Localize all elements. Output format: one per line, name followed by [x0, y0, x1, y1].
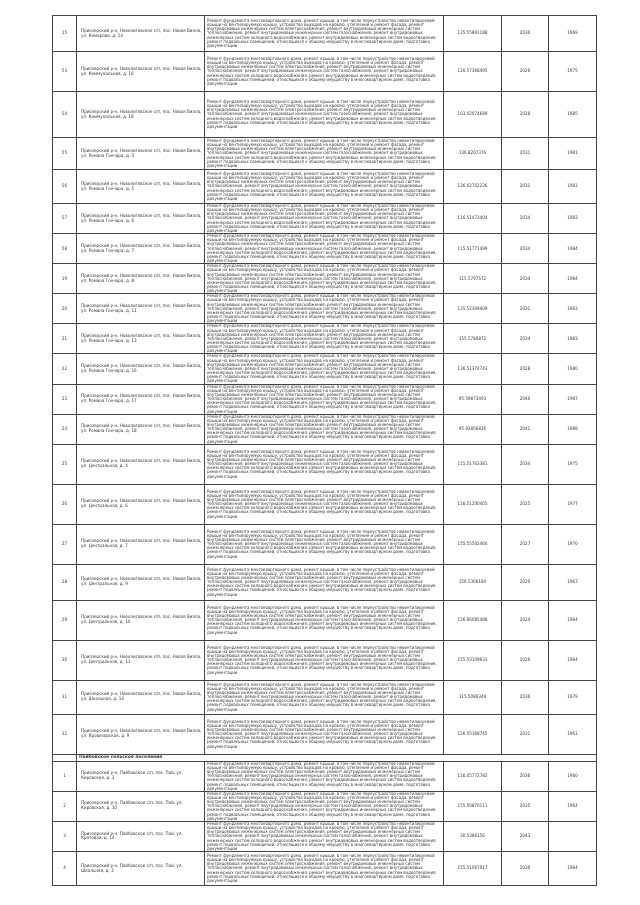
work-description-cell: Ремонт фундамента многоквартирного дома, ремонт крыши, в том числе переустройство невентилируемой крыши на вентилируемую крышу, устройство выходов на кровлю, утепление и ремонт фасада, ремонт внутридомовых инженерных систем электроснабжения, ремонт внутридомовых инженерных систем теплоснабжения, ремонт внутридомовых инженерных систем газоснабжения, ремонт внутридомовых инженерных систем холодного водоснабжения, ремонт внутридомовых инженерных систем водоотведения, ремонт подвальных помещений, относящихся к общему имуществу в многоквартирном доме, подготовка документации [205, 484, 444, 524]
work-description-cell: Ремонт фундамента многоквартирного дома, ремонт крыши, в том числе переустройство невентилируемой крыши на вентилируемую крышу, устройство выходов на кровлю, утепление и ремонт фасада, ремонт внутридомовых инженерных систем электроснабжения, ремонт внутридомовых инженерных систем теплоснабжения, ремонт внутридомовых инженерных систем газоснабжения, ремонт внутридомовых инженерных систем холодного водоснабжения, ремонт внутридомовых инженерных систем водоотведения, ремонт подвальных помещений, относящихся к общему имуществу в многоквартирном доме, подготовка документации [205, 414, 444, 444]
address-cell: Приозерский р-н, Новолиговское с/п, пос. Новая Вилла, ул. Центральная, д. 6 [77, 484, 205, 524]
work-description-cell: Ремонт фундамента многоквартирного дома, ремонт крыши, в том числе переустройство невентилируемой крыши на вентилируемую крышу, устройство выходов на кровлю, утепление и ремонт фасада, ремонт внутридомовых инженерных систем электроснабжения, ремонт внутридомовых инженерных систем теплоснабжения, ремонт внутридомовых инженерных систем газоснабжения, ремонт внутридомовых инженерных систем холодного водоснабжения, ремонт внутридомовых инженерных систем водоотведения, ремонт подвальных помещений, относящихся к общему имуществу в многоквартирном доме, подготовка документации [205, 761, 444, 791]
plan-year-cell: 2026 [502, 52, 549, 92]
row-number: 30 [53, 640, 77, 680]
area-cell: 95.92856826 [444, 414, 502, 444]
row-number: 55 [53, 138, 77, 170]
table-row [53, 600, 597, 640]
build-year-cell: 1983 [549, 204, 597, 234]
section-header [53, 754, 597, 761]
row-number: 4 [53, 852, 77, 886]
area-cell: 136.8207376 [444, 138, 502, 170]
area-cell: 155.55502466 [444, 524, 502, 564]
table-row [53, 384, 597, 414]
table-row [53, 564, 597, 600]
work-description-cell: Ремонт фундамента многоквартирного дома, ремонт крыши, в том числе переустройство невентилируемой крыши на вентилируемую крышу, устройство выходов на кровлю, утепление и ремонт фасада, ремонт внутридомовых инженерных систем электроснабжения, ремонт внутридомовых инженерных систем теплоснабжения, ремонт внутридомовых инженерных систем газоснабжения, ремонт внутридомовых инженерных систем холодного водоснабжения, ремонт внутридомовых инженерных систем водоотведения, ремонт подвальных помещений, относящихся к общему имуществу в многоквартирном доме, подготовка документации [205, 294, 444, 324]
work-description-cell: Ремонт фундамента многоквартирного дома, ремонт крыши, в том числе переустройство невентилируемой крыши на вентилируемую крышу, устройство выходов на кровлю, утепление и ремонт фасада, ремонт внутридомовых инженерных систем электроснабжения, ремонт внутридомовых инженерных систем теплоснабжения, ремонт внутридомовых инженерных систем газоснабжения, ремонт внутридомовых инженерных систем холодного водоснабжения, ремонт внутридомовых инженерных систем водоотведения, ремонт подвальных помещений, относящихся к общему имуществу в многоквартирном доме, подготовка документации [205, 138, 444, 170]
work-description-cell: Ремонт фундамента многоквартирного дома, ремонт крыши, в том числе переустройство невентилируемой крыши на вентилируемую крышу, устройство выходов на кровлю, утепление и ремонт фасада, ремонт внутридомовых инженерных систем электроснабжения, ремонт внутридомовых инженерных систем теплоснабжения, ремонт внутридомовых инженерных систем газоснабжения, ремонт внутридомовых инженерных систем холодного водоснабжения, ремонт внутридомовых инженерных систем водоотведения, ремонт подвальных помещений, относящихся к общему имуществу в многоквартирном доме, подготовка документации [205, 264, 444, 294]
address-cell: Приозерский р-н, Новолиговское с/п, пос. Новая Вилла, ул. Центральная, д. 11 [77, 640, 205, 680]
address-cell: Приозерский р-н, Новолиговское с/п, пос. Новая Вилла, ул. Центральная, д. 10 [77, 600, 205, 640]
plan-year-cell: 2043 [502, 821, 549, 851]
address-cell: Приозерский р-н, Новолиговское с/п, пос. Новая Вилла, ул. Центральная, д. 4 [77, 444, 205, 484]
build-year-cell: 1985 [549, 92, 597, 138]
area-cell: 156.5366184 [444, 564, 502, 600]
table-row [53, 791, 597, 821]
row-number: 28 [53, 564, 77, 600]
address-cell: Приозерский р-н, Новолиговское с/п, пос. Новая Вилла, ул. Коммунальная, д. 16 [77, 52, 205, 92]
address-cell: Приозерский р-н, Новолиговское с/п, пос. Новая Вилла, ул. Школьная, д. 14 [77, 680, 205, 714]
table-row [53, 52, 597, 92]
row-number: 25 [53, 444, 77, 484]
row-number: 29 [53, 600, 77, 640]
row-number: 22 [53, 354, 77, 384]
table-body-novaya-villa [53, 16, 597, 755]
row-number: 31 [53, 680, 77, 714]
row-number: 58 [53, 234, 77, 264]
plan-year-cell: 2031 [502, 294, 549, 324]
table-row [53, 170, 597, 204]
table-row [53, 264, 597, 294]
row-number: 15 [53, 16, 77, 52]
row-number: 54 [53, 92, 77, 138]
work-description-cell: Ремонт фундамента многоквартирного дома, ремонт крыши, в том числе переустройство невентилируемой крыши на вентилируемую крышу, устройство выходов на кровлю, утепление и ремонт фасада, ремонт внутридомовых инженерных систем электроснабжения, ремонт внутридомовых инженерных систем теплоснабжения, ремонт внутридомовых инженерных систем газоснабжения, ремонт внутридомовых инженерных систем холодного водоснабжения, ремонт внутридомовых инженерных систем водоотведения, ремонт подвальных помещений, относящихся к общему имуществу в многоквартирном доме, подготовка документации [205, 384, 444, 414]
build-year-cell: 1969 [549, 16, 597, 52]
plan-year-cell: 2031 [502, 138, 549, 170]
plan-year-cell: 2034 [502, 264, 549, 294]
build-year-cell: 1983 [549, 294, 597, 324]
address-cell: Приозерский р-н, Пайбовское с/п, пос. Пай, ул. Кратовая, д. 14 [77, 821, 205, 851]
build-year-cell: 1964 [549, 600, 597, 640]
address-cell: Приозерский р-н, Новолиговское с/п, пос. Новая Вилла, ул. Яровизорская, д. 9 [77, 714, 205, 754]
address-cell: Приозерский р-н, Новолиговское с/п, пос. Новая Вилла, ул. Коммунальная, д. 18 [77, 92, 205, 138]
build-year-cell: 1980 [549, 354, 597, 384]
address-cell: Приозерский р-н, Новолиговское с/п, пос. Новая Вилла, ул. Центральная, д. 9 [77, 564, 205, 600]
work-description-cell: Ремонт фундамента многоквартирного дома, ремонт крыши, в том числе переустройство невентилируемой крыши на вентилируемую крышу, устройство выходов на кровлю, утепление и ремонт фасада, ремонт внутридомовых инженерных систем электроснабжения, ремонт внутридомовых инженерных систем теплоснабжения, ремонт внутридомовых инженерных систем газоснабжения, ремонт внутридомовых инженерных систем холодного водоснабжения, ремонт внутридомовых инженерных систем водоотведения, ремонт подвальных помещений, относящихся к общему имуществу в многоквартирном доме, подготовка документации [205, 680, 444, 714]
plan-year-cell: 2034 [502, 324, 549, 354]
work-description-cell: Ремонт фундамента многоквартирного дома, ремонт крыши, в том числе переустройство невентилируемой крыши на вентилируемую крышу, устройство выходов на кровлю, утепление и ремонт фасада, ремонт внутридомовых инженерных систем электроснабжения, ремонт внутридомовых инженерных систем теплоснабжения, ремонт внутридомовых инженерных систем газоснабжения, ремонт внутридомовых инженерных систем холодного водоснабжения, ремонт внутридомовых инженерных систем водоотведения, ремонт подвальных помещений, относящихся к общему имуществу в многоквартирном доме, подготовка документации [205, 524, 444, 564]
area-cell: 116.57368495 [444, 52, 502, 92]
build-year-cell: 1981 [549, 138, 597, 170]
work-description-cell: Ремонт фундамента многоквартирного дома, ремонт крыши, в том числе переустройство невентилируемой крыши на вентилируемую крышу, устройство выходов на кровлю, утепление и ремонт фасада, ремонт внутридомовых инженерных систем электроснабжения, ремонт внутридомовых инженерных систем теплоснабжения, ремонт внутридомовых инженерных систем газоснабжения, ремонт внутридомовых инженерных систем холодного водоснабжения, ремонт внутридомовых инженерных систем водоотведения, ремонт подвальных помещений, относящихся к общему имуществу в многоквартирном доме, подготовка документации [205, 234, 444, 264]
work-description-cell: Ремонт фундамента многоквартирного дома, ремонт крыши, в том числе переустройство невентилируемой крыши на вентилируемую крышу, устройство выходов на кровлю, утепление и ремонт фасада, ремонт внутридомовых инженерных систем электроснабжения, ремонт внутридомовых инженерных систем теплоснабжения, ремонт внутридомовых инженерных систем газоснабжения, ремонт внутридомовых инженерных систем холодного водоснабжения, ремонт внутридомовых инженерных систем водоотведения, ремонт подвальных помещений, относящихся к общему имуществу в многоквартирном доме, подготовка документации [205, 714, 444, 754]
plan-year-cell: 2030 [502, 16, 549, 52]
section-cell [53, 754, 77, 761]
capital-repair-table [52, 15, 597, 886]
plan-year-cell: 2036 [502, 761, 549, 791]
area-cell: 95.59873493 [444, 384, 502, 414]
plan-year-cell: 2041 [502, 414, 549, 444]
address-cell: Приозерский р-н, Новолиговское с/п, пос. Новая Вилла, ул. Романа Гончара, д. 3 [77, 138, 205, 170]
plan-year-cell: 2030 [502, 852, 549, 886]
area-cell: 115.51771489 [444, 234, 502, 264]
table-row [53, 234, 597, 264]
table-row [53, 852, 597, 886]
area-cell: 115.5086349 [444, 680, 502, 714]
work-description-cell: Ремонт фундамента многоквартирного дома, ремонт крыши, в том числе переустройство невентилируемой крыши на вентилируемую крышу, устройство выходов на кровлю, утепление и ремонт фасада, ремонт внутридомовых инженерных систем электроснабжения, ремонт внутридомовых инженерных систем теплоснабжения, ремонт внутридомовых инженерных систем газоснабжения, ремонт внутридомовых инженерных систем холодного водоснабжения, ремонт внутридомовых инженерных систем водоотведения, ремонт подвальных помещений, относящихся к общему имуществу в многоквартирном доме, подготовка документации [205, 640, 444, 680]
work-description-cell: Ремонт фундамента многоквартирного дома, ремонт крыши, в том числе переустройство невентилируемой крыши на вентилируемую крышу, устройство выходов на кровлю, утепление и ремонт фасада, ремонт внутридомовых инженерных систем электроснабжения, ремонт внутридомовых инженерных систем теплоснабжения, ремонт внутридомовых инженерных систем газоснабжения, ремонт внутридомовых инженерных систем холодного водоснабжения, ремонт внутридомовых инженерных систем водоотведения, ремонт подвальных помещений, относящихся к общему имуществу в многоквартирном доме, подготовка документации [205, 564, 444, 600]
work-description-cell: Ремонт фундамента многоквартирного дома, ремонт крыши, в том числе переустройство невентилируемой крыши на вентилируемую крышу, устройство выходов на кровлю, утепление и ремонт фасада, ремонт внутридомовых инженерных систем электроснабжения, ремонт внутридомовых инженерных систем теплоснабжения, ремонт внутридомовых инженерных систем газоснабжения, ремонт внутридомовых инженерных систем холодного водоснабжения, ремонт внутридомовых инженерных систем водоотведения, ремонт подвальных помещений, относящихся к общему имуществу в многоквартирном доме, подготовка документации [205, 170, 444, 204]
build-year-cell: 1961 [549, 714, 597, 754]
build-year-cell: 1967 [549, 564, 597, 600]
build-year-cell: 1983 [549, 324, 597, 354]
area-cell: 116.51200405 [444, 484, 502, 524]
build-year-cell: 1970 [549, 524, 597, 564]
row-number: 53 [53, 52, 77, 92]
table-row [53, 354, 597, 384]
area-cell: 135.52309409 [444, 294, 502, 324]
row-number: 24 [53, 414, 77, 444]
plan-year-cell: 2035 [502, 791, 549, 821]
plan-year-cell: 2024 [502, 600, 549, 640]
address-cell: Приозерский р-н, Пайбовское с/п, пос. Пай, ул. Кировская, д. 10 [77, 791, 205, 821]
address-cell: Приозерский р-н, Новолиговское с/п, пос. Новая Вилла, ул. Романа Гончара, д. 6 [77, 204, 205, 234]
row-number: 2 [53, 791, 77, 821]
area-cell: 135.55891188 [444, 16, 502, 52]
work-description-cell: Ремонт фундамента многоквартирного дома, ремонт крыши, в том числе переустройство невентилируемой крыши на вентилируемую крышу, устройство выходов на кровлю, утепление и ремонт фасада, ремонт внутридомовых инженерных систем электроснабжения, ремонт внутридомовых инженерных систем теплоснабжения, ремонт внутридомовых инженерных систем газоснабжения, ремонт внутридомовых инженерных систем холодного водоснабжения, ремонт внутридомовых инженерных систем водоотведения, ремонт подвальных помещений, относящихся к общему имуществу в многоквартирном доме, подготовка документации [205, 852, 444, 886]
table-row [53, 138, 597, 170]
work-description-cell: Ремонт фундамента многоквартирного дома, ремонт крыши, в том числе переустройство невентилируемой крыши на вентилируемую крышу, устройство выходов на кровлю, утепление и ремонт фасада, ремонт внутридомовых инженерных систем электроснабжения, ремонт внутридомовых инженерных систем теплоснабжения, ремонт внутридомовых инженерных систем газоснабжения, ремонт внутридомовых инженерных систем холодного водоснабжения, ремонт внутридомовых инженерных систем водоотведения, ремонт подвальных помещений, относящихся к общему имуществу в многоквартирном доме, подготовка документации [205, 600, 444, 640]
table-row [53, 324, 597, 354]
row-number: 32 [53, 714, 77, 754]
area-cell: 116.51473404 [444, 204, 502, 234]
plan-year-cell: 2031 [502, 714, 549, 754]
address-cell: Приозерский р-н, Пайбовское с/п, пос. Пай, ул. Кировская, д. 3 [77, 761, 205, 791]
area-cell: 30.5366156 [444, 821, 502, 851]
work-description-cell: Ремонт фундамента многоквартирного дома, ремонт крыши, в том числе переустройство невентилируемой крыши на вентилируемую крышу, устройство выходов на кровлю, утепление и ремонт фасада, ремонт внутридомовых инженерных систем электроснабжения, ремонт внутридомовых инженерных систем теплоснабжения, ремонт внутридомовых инженерных систем газоснабжения, ремонт внутридомовых инженерных систем холодного водоснабжения, ремонт внутридомовых инженерных систем водоотведения, ремонт подвальных помещений, относящихся к общему имуществу в многоквартирном доме, подготовка документации [205, 821, 444, 851]
build-year-cell: 1981 [549, 170, 597, 204]
row-number: 56 [53, 170, 77, 204]
area-cell: 115.5797572 [444, 264, 502, 294]
row-number: 21 [53, 324, 77, 354]
build-year-cell [549, 821, 597, 851]
plan-year-cell: 2028 [502, 92, 549, 138]
row-number: 20 [53, 294, 77, 324]
address-cell: Приозерский р-н, Новолиговское с/п, пос. Новая Вилла, ул. Романа Гончара, д. 13 [77, 324, 205, 354]
table-row [53, 16, 597, 52]
work-description-cell: Ремонт фундамента многоквартирного дома, ремонт крыши, в том числе переустройство невентилируемой крыши на вентилируемую крышу, устройство выходов на кровлю, утепление и ремонт фасада, ремонт внутридомовых инженерных систем электроснабжения, ремонт внутридомовых инженерных систем теплоснабжения, ремонт внутридомовых инженерных систем газоснабжения, ремонт внутридомовых инженерных систем холодного водоснабжения, ремонт внутридомовых инженерных систем водоотведения, ремонт подвальных помещений, относящихся к общему имуществу в многоквартирном доме, подготовка документации [205, 444, 444, 484]
plan-year-cell: 2020 [502, 564, 549, 600]
build-year-cell: 1960 [549, 761, 597, 791]
work-description-cell: Ремонт фундамента многоквартирного дома, ремонт крыши, в том числе переустройство невентилируемой крыши на вентилируемую крышу, устройство выходов на кровлю, утепление и ремонт фасада, ремонт внутридомовых инженерных систем электроснабжения, ремонт внутридомовых инженерных систем теплоснабжения, ремонт внутридомовых инженерных систем газоснабжения, ремонт внутридомовых инженерных систем холодного водоснабжения, ремонт внутридомовых инженерных систем водоотведения, ремонт подвальных помещений, относящихся к общему имуществу в многоквартирном доме, подготовка документации [205, 324, 444, 354]
build-year-cell: 1964 [549, 852, 597, 886]
address-cell: Приозерский р-н, Новолиговское с/п, пос. Новая Вилла, ул. Романа Гончара, д. 8 [77, 264, 205, 294]
row-number: 23 [53, 384, 77, 414]
build-year-cell: 1984 [549, 234, 597, 264]
plan-year-cell: 2025 [502, 484, 549, 524]
table-row [53, 761, 597, 791]
build-year-cell: 1979 [549, 680, 597, 714]
work-description-cell: Ремонт фундамента многоквартирного дома, ремонт крыши, в том числе переустройство невентилируемой крыши на вентилируемую крышу, устройство выходов на кровлю, утепление и ремонт фасада, ремонт внутридомовых инженерных систем электроснабжения, ремонт внутридомовых инженерных систем теплоснабжения, ремонт внутридомовых инженерных систем газоснабжения, ремонт внутридомовых инженерных систем холодного водоснабжения, ремонт внутридомовых инженерных систем водоотведения, ремонт подвальных помещений, относящихся к общему имуществу в многоквартирном доме, подготовка документации [205, 92, 444, 138]
area-cell: 116.05772782 [444, 761, 502, 791]
area-cell: 156.55168745 [444, 714, 502, 754]
address-cell: Приозерский р-н, Новолиговское с/п, пос. Новая Вилла, ул. Комарова, д. 14 [77, 16, 205, 52]
table-row [53, 484, 597, 524]
row-number: 3 [53, 821, 77, 851]
build-year-cell: 1988 [549, 414, 597, 444]
build-year-cell: 1975 [549, 52, 597, 92]
build-year-cell: 1964 [549, 640, 597, 680]
work-description-cell: Ремонт фундамента многоквартирного дома, ремонт крыши, в том числе переустройство невентилируемой крыши на вентилируемую крышу, устройство выходов на кровлю, утепление и ремонт фасада, ремонт внутридомовых инженерных систем электроснабжения, ремонт внутридомовых инженерных систем теплоснабжения, ремонт внутридомовых инженерных систем газоснабжения, ремонт внутридомовых инженерных систем холодного водоснабжения, ремонт внутридомовых инженерных систем водоотведения, ремонт подвальных помещений, относящихся к общему имуществу в многоквартирном доме, подготовка документации [205, 791, 444, 821]
table-row [53, 524, 597, 564]
area-cell: 155.5780872 [444, 324, 502, 354]
build-year-cell: 1977 [549, 484, 597, 524]
table-body-paibovskoe [53, 761, 597, 885]
row-number: 26 [53, 484, 77, 524]
table-row [53, 444, 597, 484]
table-row [53, 640, 597, 680]
row-number: 27 [53, 524, 77, 564]
work-description-cell: Ремонт фундамента многоквартирного дома, ремонт крыши, в том числе переустройство невентилируемой крыши на вентилируемую крышу, устройство выходов на кровлю, утепление и ремонт фасада, ремонт внутридомовых инженерных систем электроснабжения, ремонт внутридомовых инженерных систем теплоснабжения, ремонт внутридомовых инженерных систем газоснабжения, ремонт внутридомовых инженерных систем холодного водоснабжения, ремонт внутридомовых инженерных систем водоотведения, ремонт подвальных помещений, относящихся к общему имуществу в многоквартирном доме, подготовка документации [205, 16, 444, 52]
table-row [53, 414, 597, 444]
area-cell: 136.51374743 [444, 354, 502, 384]
table-row [53, 714, 597, 754]
build-year-cell: 1964 [549, 791, 597, 821]
settlement-name: Пайбовское сельское поселение [77, 754, 597, 761]
table-row [53, 680, 597, 714]
plan-year-cell: 2034 [502, 444, 549, 484]
address-cell: Приозерский р-н, Новолиговское с/п, пос. Новая Вилла, ул. Романа Гончара, д. 16 [77, 354, 205, 384]
plan-year-cell: 2034 [502, 204, 549, 234]
area-cell: 115.51763381 [444, 444, 502, 484]
area-cell: 156.66085488 [444, 600, 502, 640]
area-cell: 155.53109633 [444, 640, 502, 680]
table-row [53, 92, 597, 138]
plan-year-cell: 2034 [502, 234, 549, 264]
plan-year-cell: 2031 [502, 170, 549, 204]
row-number: 19 [53, 264, 77, 294]
row-number: 57 [53, 204, 77, 234]
area-cell: 103.02074689 [444, 92, 502, 138]
work-description-cell: Ремонт фундамента многоквартирного дома, ремонт крыши, в том числе переустройство невентилируемой крыши на вентилируемую крышу, устройство выходов на кровлю, утепление и ремонт фасада, ремонт внутридомовых инженерных систем электроснабжения, ремонт внутридомовых инженерных систем теплоснабжения, ремонт внутридомовых инженерных систем газоснабжения, ремонт внутридомовых инженерных систем холодного водоснабжения, ремонт внутридомовых инженерных систем водоотведения, ремонт подвальных помещений, относящихся к общему имуществу в многоквартирном доме, подготовка документации [205, 204, 444, 234]
area-cell: 155.50870111 [444, 791, 502, 821]
build-year-cell: 1984 [549, 264, 597, 294]
address-cell: Приозерский р-н, Новолиговское с/п, пос. Новая Вилла, ул. Центральная, д. 7 [77, 524, 205, 564]
work-description-cell: Ремонт фундамента многоквартирного дома, ремонт крыши, в том числе переустройство невентилируемой крыши на вентилируемую крышу, устройство выходов на кровлю, утепление и ремонт фасада, ремонт внутридомовых инженерных систем электроснабжения, ремонт внутридомовых инженерных систем теплоснабжения, ремонт внутридомовых инженерных систем газоснабжения, ремонт внутридомовых инженерных систем холодного водоснабжения, ремонт внутридомовых инженерных систем водоотведения, ремонт подвальных помещений, относящихся к общему имуществу в многоквартирном доме, подготовка документации [205, 52, 444, 92]
build-year-cell: 1975 [549, 444, 597, 484]
work-description-cell: Ремонт фундамента многоквартирного дома, ремонт крыши, в том числе переустройство невентилируемой крыши на вентилируемую крышу, устройство выходов на кровлю, утепление и ремонт фасада, ремонт внутридомовых инженерных систем электроснабжения, ремонт внутридомовых инженерных систем теплоснабжения, ремонт внутридомовых инженерных систем газоснабжения, ремонт внутридомовых инженерных систем холодного водоснабжения, ремонт внутридомовых инженерных систем водоотведения, ремонт подвальных помещений, относящихся к общему имуществу в многоквартирном доме, подготовка документации [205, 354, 444, 384]
build-year-cell: 1987 [549, 384, 597, 414]
area-cell: 136.02702236 [444, 170, 502, 204]
address-cell: Приозерский р-н, Новолиговское с/п, пос. Новая Вилла, ул. Романа Гончара, д. 18 [77, 414, 205, 444]
address-cell: Приозерский р-н, Новолиговское с/п, пос. Новая Вилла, ул. Романа Гончара, д. 11 [77, 294, 205, 324]
plan-year-cell: 2036 [502, 680, 549, 714]
address-cell: Приозерский р-н, Новолиговское с/п, пос. Новая Вилла, ул. Романа Гончара, д. 17 [77, 384, 205, 414]
row-number: 1 [53, 761, 77, 791]
area-cell: 155.51067017 [444, 852, 502, 886]
table-row [53, 204, 597, 234]
table-row [53, 821, 597, 851]
plan-year-cell: 2027 [502, 524, 549, 564]
plan-year-cell: 2028 [502, 354, 549, 384]
address-cell: Приозерский р-н, Новолиговское с/п, пос. Новая Вилла, ул. Романа Гончара, д. 5 [77, 170, 205, 204]
address-cell: Приозерский р-н, Новолиговское с/п, пос. Новая Вилла, ул. Романа Гончара, д. 7 [77, 234, 205, 264]
plan-year-cell: 2040 [502, 384, 549, 414]
plan-year-cell: 2026 [502, 640, 549, 680]
table-row [53, 294, 597, 324]
address-cell: Приозерский р-н, Пайбовское с/п, пос. Пай, ул. Школьная, д. 3 [77, 852, 205, 886]
